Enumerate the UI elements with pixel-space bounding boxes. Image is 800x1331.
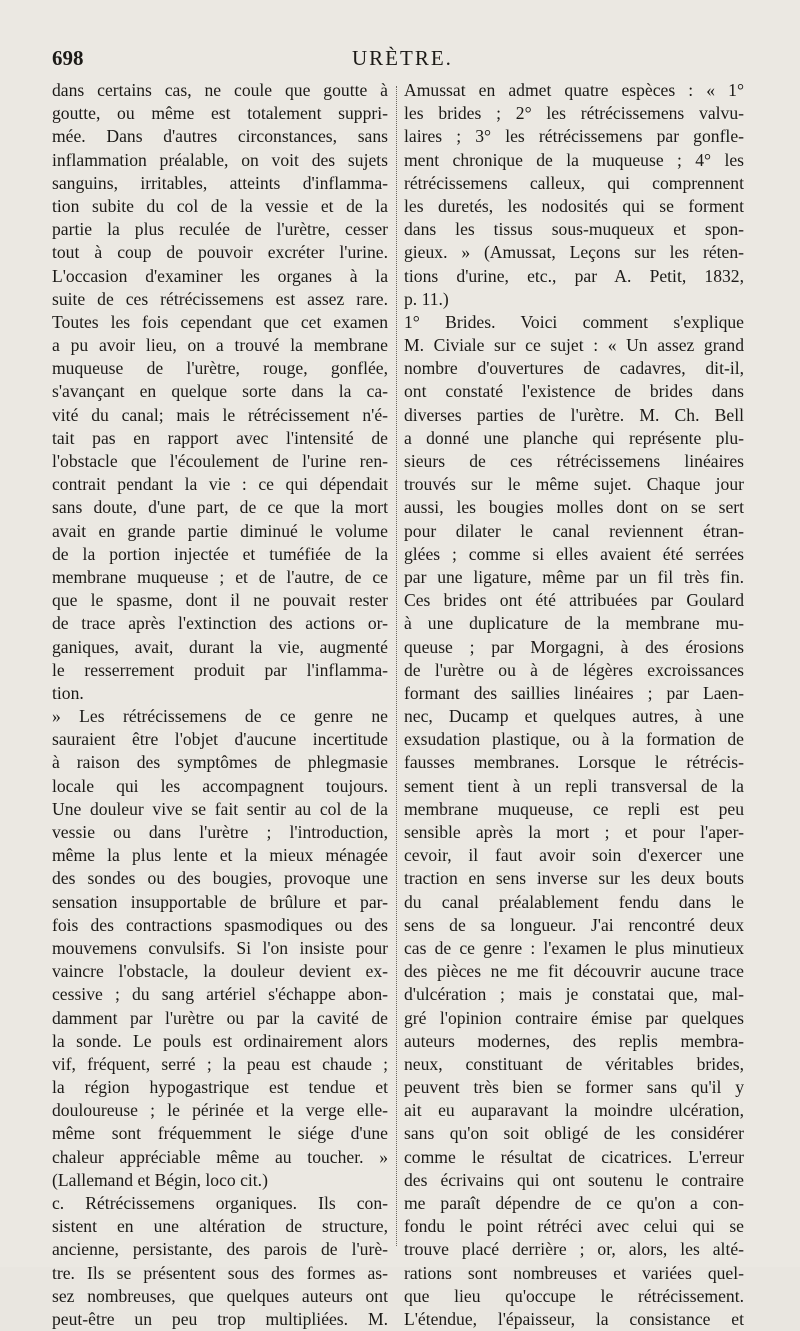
text-line: peuvent très bien se former sans qu'il y	[404, 1077, 744, 1098]
text-line: L'étendue, l'épaisseur, la consistance et	[404, 1308, 744, 1329]
text-line: tout à coup de pouvoir excréter l'urine.	[52, 242, 388, 263]
text-line: ment chronique de la muqueuse ; 4° les	[404, 149, 744, 170]
text-line: sens de sa longueur. J'ai rencontré deux	[404, 914, 744, 935]
text-line: gré l'opinion contraire émise par quelques	[404, 1007, 744, 1028]
text-line: dans les tissus sous-muqueux et spon-	[404, 219, 744, 240]
text-line: dans certains cas, ne coule que goutte à	[52, 80, 388, 100]
text-line: tion.	[52, 682, 84, 703]
text-line: me paraît dépendre de ce qu'on a con-	[404, 1193, 744, 1213]
text-line: cevoir, il faut avoir soin d'exercer une	[404, 845, 744, 866]
text-line: la sonde. Le pouls est ordinairement alors	[52, 1030, 388, 1051]
text-line: contrait pendant la vie : ce qui dépendait	[52, 474, 388, 495]
text-line: de la portion injectée et tuméfiée de la	[52, 543, 388, 564]
text-line: tait pas en rapport avec l'intensité de	[52, 427, 388, 448]
text-line: fondu le point rétréci avec celui qui se	[404, 1216, 744, 1237]
text-line: vité du canal; mais le rétrécissement n'é-	[52, 404, 388, 425]
text-line: à raison des symptômes de phlegmasie	[52, 752, 388, 773]
text-line: des pièces ne me fit découvrir aucune trace	[404, 961, 744, 982]
text-line: du canal préalablement fendu dans le	[404, 891, 744, 912]
text-line: de l'urètre ou à de légères excroissances	[404, 659, 744, 680]
text-line: les duretés, les nodosités qui se forment	[404, 195, 744, 216]
text-line: sistent en une altération de structure,	[52, 1216, 388, 1237]
text-line: vaincre l'obstacle, la douleur devient ex-	[52, 961, 388, 982]
text-line: douloureuse ; le périnée et la verge elle-	[52, 1100, 388, 1121]
text-line: tion subite du col de la vessie et de la	[52, 195, 388, 216]
text-line: partie la plus reculée de l'urètre, cesser	[52, 219, 388, 240]
text-line: rations sont nombreuses et variées quel-	[404, 1262, 744, 1283]
text-line: (Lallemand et Bégin, loco cit.)	[52, 1169, 268, 1190]
text-line: mouvemens convulsifs. Si l'on insiste pour	[52, 937, 388, 958]
text-line: nec, Ducamp et quelques autres, à une	[404, 706, 744, 727]
text-line: sans qu'on soit obligé de les considérer	[404, 1123, 744, 1144]
text-line: avait en grande partie diminué le volume	[52, 520, 388, 541]
text-line: chaleur appréciable même au toucher. »	[52, 1146, 388, 1167]
text-line: a pu avoir lieu, on a trouvé la membrane	[52, 335, 388, 356]
text-line: Toutes les fois cependant que cet examen	[52, 311, 388, 332]
text-line: L'occasion d'examiner les organes à la	[52, 265, 388, 286]
text-line: M. Civiale sur ce sujet : « Un assez grand	[404, 335, 744, 356]
text-line: comme le résultat de cicatrices. L'erreur	[404, 1146, 744, 1167]
text-line: ganiques, avait, durant la vie, augmenté	[52, 636, 388, 657]
text-line: sieurs de ces rétrécissemens linéaires	[404, 451, 744, 471]
text-line: d'ulcération ; mais je constatai que, mal-	[404, 984, 744, 1005]
text-line: fois des contractions spasmodiques ou des	[52, 914, 388, 935]
text-line: sauraient être l'objet d'aucune incertitude	[52, 729, 388, 750]
text-line: sans doute, d'une part, de ce que la mort	[52, 497, 388, 518]
text-line: traction en sens inverse sur les deux bouts	[404, 868, 744, 889]
text-line: vif, fréquent, serré ; la peau est chaude ;	[52, 1053, 388, 1074]
text-line: suite de ces rétrécissemens est assez rare.	[52, 288, 388, 309]
text-line: Ces brides ont été attribuées par Goulard	[404, 590, 744, 611]
text-line: goutte, ou même est totalement suppri-	[52, 103, 388, 124]
text-line: muqueuse de l'urètre, rouge, gonflée,	[52, 358, 388, 379]
text-line: mée. Dans d'autres circonstances, sans	[52, 126, 388, 147]
page-number: 698	[52, 46, 84, 70]
text-line: sez nombreuses, que quelques auteurs ont	[52, 1285, 388, 1306]
text-line: exsudation plastique, ou à la formation de	[404, 729, 744, 750]
text-line: Une douleur vive se fait sentir au col de la	[52, 798, 388, 819]
text-line: les brides ; 2° les rétrécissemens valvu-	[404, 103, 744, 124]
text-line: diverses parties de l'urètre. M. Ch. Bell	[404, 404, 744, 425]
text-line: par une ligature, même par un fil très fin.	[404, 566, 744, 587]
text-line: glées ; comme si elles avaient été serrées	[404, 543, 744, 564]
text-line: tions d'urine, etc., par A. Petit, 1832,	[404, 265, 744, 286]
text-line: que lieu qu'occupe le rétrécissement.	[404, 1285, 744, 1306]
left-text-column	[52, 79, 388, 1331]
text-line: fausses membranes. Lorsque le rétrécis-	[404, 752, 744, 773]
text-line: ait eu auparavant la moindre ulcération,	[404, 1100, 744, 1121]
running-title: URÈTRE.	[352, 46, 453, 70]
text-line: membrane muqueuse ; et de l'autre, de ce	[52, 566, 388, 587]
text-line: des écrivains qui ont soutenu le contraire	[404, 1169, 744, 1190]
text-line: damment par l'urètre ou par la cavité de	[52, 1007, 388, 1028]
text-line: peut-être un peu trop multipliées. M.	[52, 1308, 388, 1329]
text-line: cessive ; du sang artériel s'échappe abon-	[52, 984, 388, 1005]
text-line: ont constaté l'existence de brides dans	[404, 381, 744, 402]
text-line: même la plus lente et la mieux ménagée	[52, 845, 388, 866]
text-line: tre. Ils se présentent sous des formes as-	[52, 1262, 388, 1283]
text-line: sensible après la mort ; et pour l'aper-	[404, 822, 744, 842]
text-line: l'obstacle que l'écoulement de l'urine ren-	[52, 451, 388, 471]
text-line: laires ; 3° les rétrécissemens par gonfle-	[404, 126, 744, 147]
text-line: sement tient à un repli transversal de la	[404, 775, 744, 796]
text-line: de trace après l'extinction des actions or-	[52, 613, 388, 634]
text-line: a donné une planche qui représente plu-	[404, 427, 744, 448]
text-line: pour dilater le canal reviennent étran-	[404, 520, 744, 541]
text-line: locale qui les accompagnent toujours.	[52, 775, 388, 796]
text-line: neux, constituant de véritables brides,	[404, 1053, 744, 1074]
text-line: gieux. » (Amussat, Leçons sur les réten-	[404, 242, 744, 263]
text-line: nombre d'ouvertures de cadavres, dit-il,	[404, 358, 744, 379]
text-line: auteurs modernes, des replis membra-	[404, 1030, 744, 1051]
text-line: que le spasme, dont il ne pouvait rester	[52, 590, 388, 611]
text-line: aussi, les bougies molles dont on se sert	[404, 497, 744, 518]
text-line: c. Rétrécissemens organiques. Ils con-	[52, 1193, 388, 1213]
text-line: membrane muqueuse, ce repli est peu	[404, 798, 744, 819]
text-line: 1° Brides. Voici comment s'explique	[404, 311, 744, 332]
text-line: inflammation préalable, on voit des sujets	[52, 149, 388, 170]
text-line: trouvés sur le même sujet. Chaque jour	[404, 474, 744, 495]
text-line: la région hypogastrique est tendue et	[52, 1077, 388, 1098]
text-line: à une duplicature de la membrane mu-	[404, 613, 744, 634]
text-line: le resserrement produit par l'inflamma-	[52, 659, 388, 680]
text-line: trouve placé derrière ; or, alors, les alté-	[404, 1239, 744, 1260]
text-line: ancienne, persistante, des parois de l'urè-	[52, 1239, 388, 1260]
right-text-column	[404, 79, 744, 1331]
column-divider	[396, 86, 397, 1246]
text-line: sensation insupportable de brûlure et par-	[52, 891, 388, 912]
text-line: vessie ou dans l'urètre ; l'introduction,	[52, 822, 388, 842]
text-line: Amussat en admet quatre espèces : « 1°	[404, 80, 744, 100]
text-line: des sondes ou des bougies, provoque une	[52, 868, 388, 889]
text-line: formant des saillies linéaires ; par Laen-	[404, 682, 744, 703]
text-line: » Les rétrécissemens de ce genre ne	[52, 706, 388, 727]
text-line: s'avançant en quelque sorte dans la ca-	[52, 381, 388, 402]
text-line: queuse ; par Morgagni, à des érosions	[404, 636, 744, 657]
text-line: rétrécissemens calleux, qui comprennent	[404, 172, 744, 193]
page-header	[52, 46, 746, 76]
text-line: même sont fréquemment le siége d'une	[52, 1123, 388, 1144]
text-line: p. 11.)	[404, 288, 449, 309]
text-line: sanguins, irritables, atteints d'inflamma-	[52, 172, 388, 193]
text-line: cas de ce genre : l'examen le plus minutieux	[404, 937, 744, 958]
